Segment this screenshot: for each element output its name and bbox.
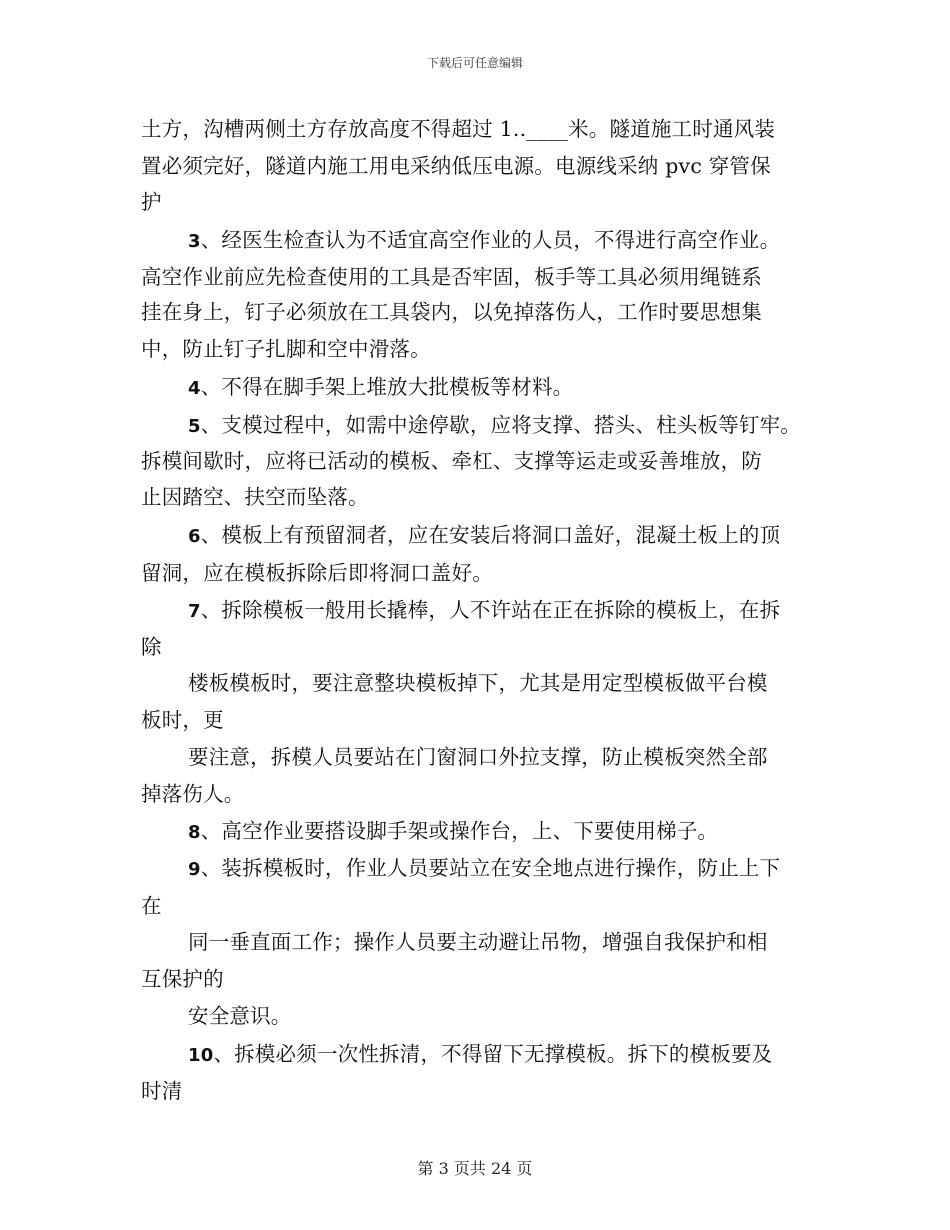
line-text: 置必须完好，隧道内施工用电采纳低压电源。电源线采纳 pvc 穿管保 — [141, 154, 771, 178]
line-text: 、高空作业要搭设脚手架或操作台，上、下要使用梯子。 — [200, 819, 719, 843]
text-line — [188, 1003, 292, 1031]
text-line — [141, 560, 493, 588]
line-text: 护 — [141, 190, 162, 214]
text-line — [188, 597, 780, 625]
line-text: 时清 — [141, 1079, 183, 1103]
text-line — [141, 264, 762, 292]
text-line — [188, 818, 718, 846]
line-text: 止因踏空、扶空而坠落。 — [141, 485, 369, 509]
text-line — [141, 189, 162, 217]
line-text: 、装拆模板时，作业人员要站立在安全地点进行操作，防止上下 — [200, 856, 781, 880]
text-line — [141, 448, 762, 476]
line-text: 、支模过程中，如需中途停歇，应将支撑、搭头、柱头板等钉牢。 — [200, 413, 802, 437]
text-line — [188, 670, 768, 698]
text-line — [188, 374, 573, 402]
text-line — [141, 634, 162, 662]
line-text: 楼板模板时，要注意整块模板掉下，尤其是用定型模板做平台模 — [188, 671, 768, 695]
page-number: 第 3 页共 24 页 — [417, 1159, 533, 1178]
line-text: 要注意，拆模人员要站在门窗洞口外拉支撑，防止模板突然全部 — [188, 745, 768, 769]
line-text: 同一垂直面工作；操作人员要主动避让吊物，增强自我保护和相 — [188, 930, 768, 954]
line-text: 留洞，应在模板拆除后即将洞口盖好。 — [141, 561, 493, 585]
line-text: 掉落伤人。 — [141, 782, 245, 806]
text-line — [188, 1041, 772, 1069]
item-number: 5 — [188, 416, 201, 437]
item-number: 9 — [188, 859, 201, 880]
item-number: 7 — [188, 601, 201, 622]
text-line — [188, 227, 780, 255]
line-text: 挂在身上，钉子必须放在工具袋内，以免掉落伤人，工作时要思想集 — [141, 300, 762, 324]
text-line — [188, 412, 801, 440]
line-text: 、不得在脚手架上堆放大批模板等材料。 — [200, 375, 574, 399]
text-line — [188, 522, 780, 550]
line-text: 、拆模必须一次性拆清，不得留下无撑模板。拆下的模板要及 — [213, 1042, 773, 1066]
item-number: 8 — [188, 822, 201, 843]
line-text: 中，防止钉子扎脚和空中滑落。 — [141, 337, 431, 361]
text-line — [141, 1078, 182, 1106]
item-number: 10 — [188, 1045, 214, 1066]
line-text: 在 — [141, 894, 162, 918]
text-line — [141, 781, 245, 809]
line-text: 、经医生检查认为不适宜高空作业的人员，不得进行高空作业。 — [200, 228, 781, 252]
text-line — [188, 744, 768, 772]
line-text: 高空作业前应先检查使用的工具是否牢固，板手等工具必须用绳链系 — [141, 265, 762, 289]
text-line — [141, 336, 431, 364]
text-line — [141, 299, 762, 327]
item-number: 4 — [188, 378, 201, 399]
text-line — [141, 966, 224, 994]
text-line — [141, 153, 771, 181]
line-text: 安全意识。 — [188, 1004, 292, 1028]
item-number: 3 — [188, 231, 201, 252]
line-text: 、拆除模板一般用长撬棒，人不许站在正在拆除的模板上，在拆 — [200, 598, 781, 622]
line-text: 拆模间歇时，应将已活动的模板、牵杠、支撑等运走或妥善堆放，防 — [141, 449, 762, 473]
line-text: 互保护的 — [141, 967, 224, 991]
item-number: 6 — [188, 526, 201, 547]
text-line — [188, 855, 780, 883]
text-line — [141, 116, 775, 144]
line-text: 、模板上有预留洞者，应在安装后将洞口盖好，混凝土板上的顶 — [200, 523, 781, 547]
text-line — [141, 893, 162, 921]
text-line — [141, 484, 369, 512]
line-text: 板时，更 — [141, 708, 224, 732]
line-text: 除 — [141, 635, 162, 659]
text-line — [188, 929, 768, 957]
header-note: 下载后可任意编辑 — [426, 56, 523, 70]
text-line — [141, 707, 224, 735]
line-text: 土方，沟槽两侧土方存放高度不得超过 1..____米。隧道施工时通风装 — [141, 117, 776, 141]
